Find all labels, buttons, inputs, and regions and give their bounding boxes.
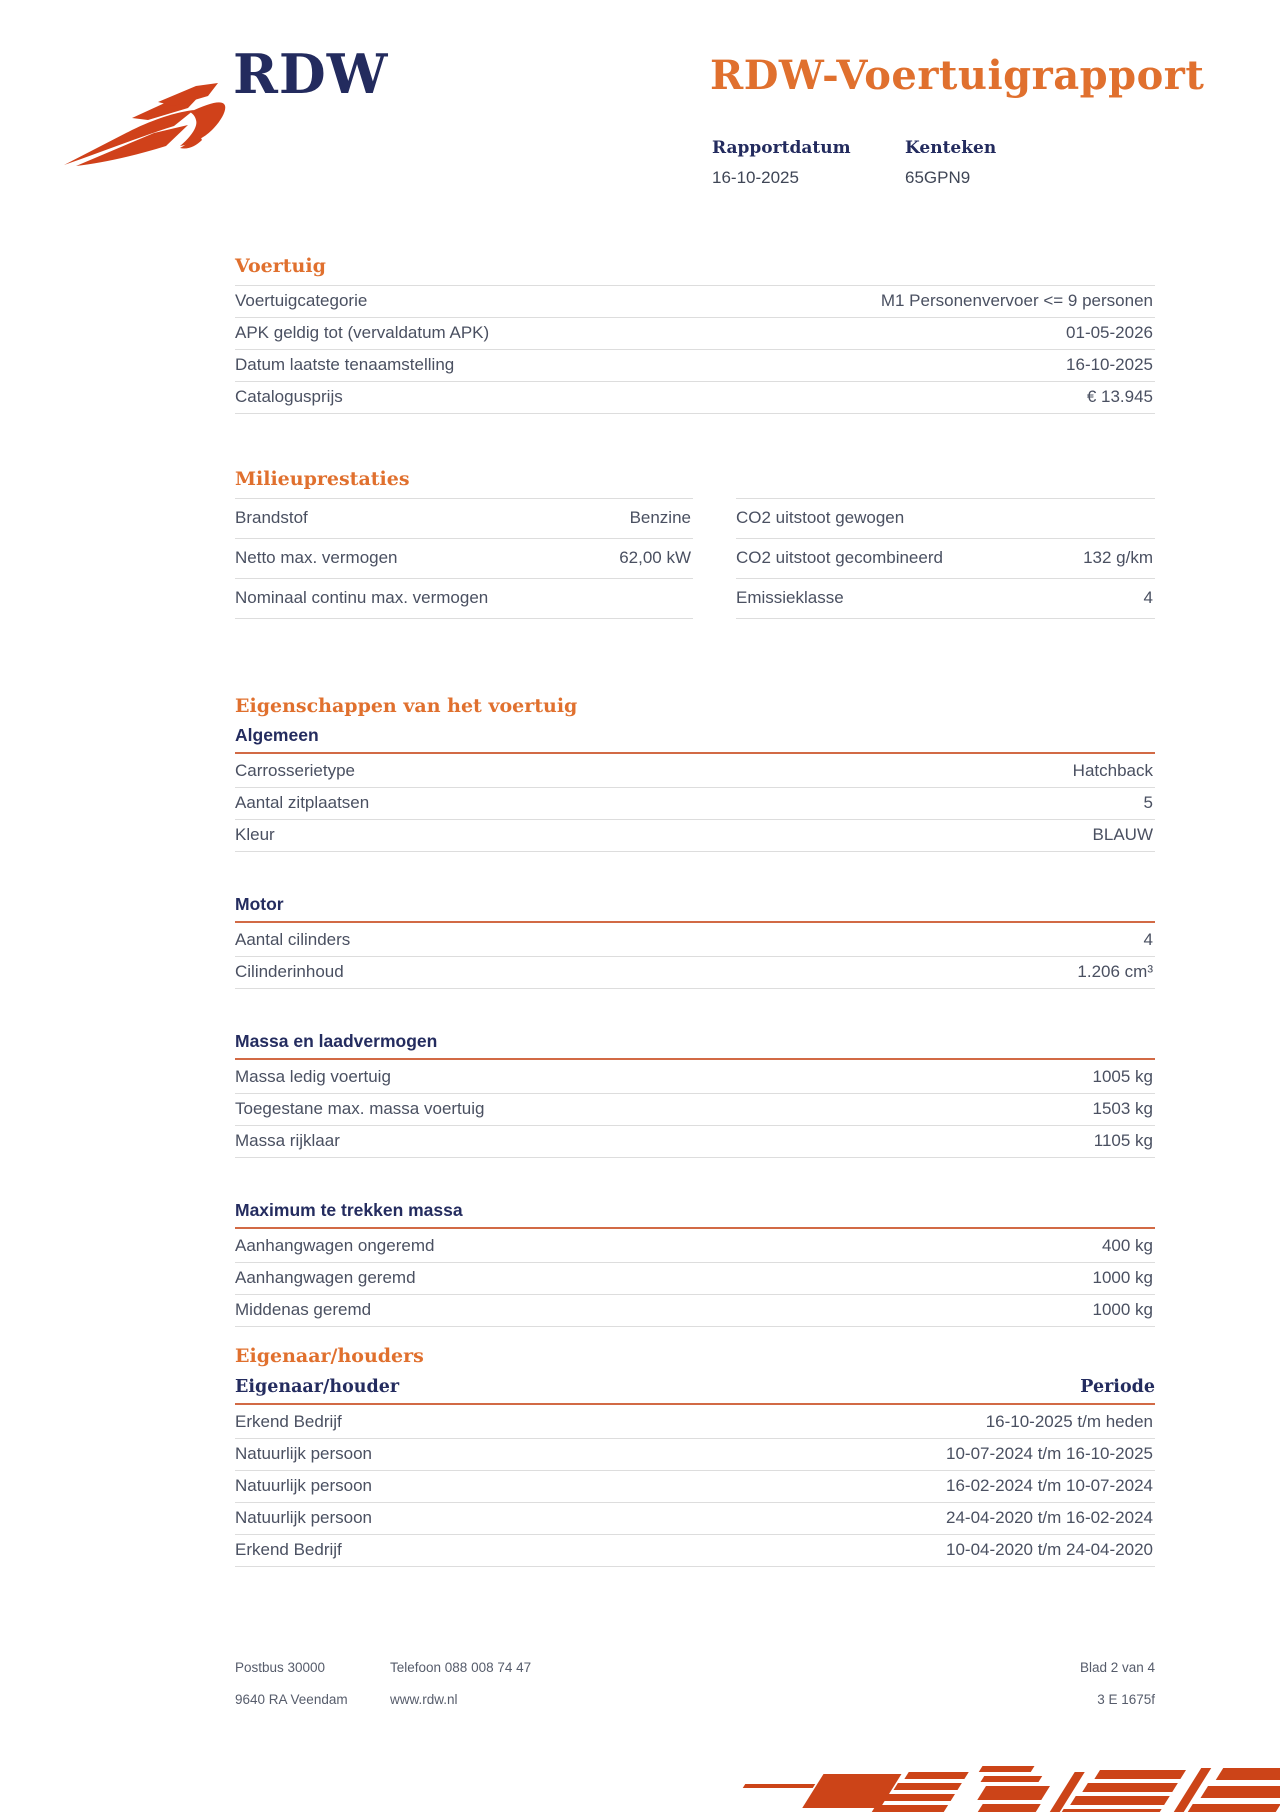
column-header-period: Periode xyxy=(1080,1377,1155,1397)
owner-period: 10-07-2024 t/m 16-10-2025 xyxy=(946,1444,1153,1463)
row-value: 01-05-2026 xyxy=(1066,323,1153,342)
section-milieuprestaties xyxy=(235,468,1155,619)
row-label: Brandstof xyxy=(235,508,308,527)
table-row xyxy=(235,350,1155,382)
report-date-label: Rapportdatum xyxy=(712,138,851,158)
row-value: 1105 kg xyxy=(1093,1131,1153,1150)
table-row xyxy=(235,1503,1155,1535)
orange-divider xyxy=(235,1227,1155,1229)
orange-divider xyxy=(235,1403,1155,1405)
owner-type: Natuurlijk persoon xyxy=(235,1444,373,1463)
row-value: 1.206 cm³ xyxy=(1077,962,1153,981)
table-row xyxy=(235,1295,1155,1327)
row-label: Emissieklasse xyxy=(736,588,844,607)
row-label: Catalogusprijs xyxy=(235,387,343,406)
row-label: APK geldig tot (vervaldatum APK) xyxy=(235,323,490,342)
row-value: 1005 kg xyxy=(1092,1067,1153,1086)
owner-period: 16-02-2024 t/m 10-07-2024 xyxy=(946,1476,1153,1495)
owner-type: Erkend Bedrijf xyxy=(235,1540,342,1559)
row-value: 16-10-2025 xyxy=(1066,355,1153,374)
milieu-table xyxy=(235,498,1155,619)
table-row xyxy=(235,1407,1155,1439)
table-row xyxy=(235,318,1155,350)
row-label: Cilinderinhoud xyxy=(235,962,344,981)
table-row xyxy=(235,579,693,619)
row-label: Voertuigcategorie xyxy=(235,291,368,310)
row-value: M1 Personenvervoer <= 9 personen xyxy=(880,291,1153,310)
table-row xyxy=(235,1471,1155,1503)
row-label: CO2 uitstoot gecombineerd xyxy=(736,548,943,567)
table-row xyxy=(235,1439,1155,1471)
subsection-algemeen xyxy=(235,725,1155,852)
row-value: 4 xyxy=(1143,930,1153,949)
table-row xyxy=(736,579,1155,619)
table-row xyxy=(736,539,1155,579)
row-label: Aanhangwagen ongeremd xyxy=(235,1236,435,1255)
table-row xyxy=(235,788,1155,820)
table-row xyxy=(736,498,1155,539)
subsection-trekken-massa xyxy=(235,1200,1155,1327)
owner-type: Erkend Bedrijf xyxy=(235,1412,342,1431)
owner-period: 16-10-2025 t/m heden xyxy=(985,1412,1153,1431)
row-label: Toegestane max. massa voertuig xyxy=(235,1099,485,1118)
footer-website[interactable]: www.rdw.nl xyxy=(390,1692,458,1707)
row-value: € 13.945 xyxy=(1086,387,1153,406)
orange-divider xyxy=(235,1058,1155,1060)
table-row xyxy=(235,382,1155,414)
footer-address-line1: Postbus 30000 xyxy=(235,1660,326,1675)
footer-doc-code: 3 E 1675f xyxy=(1097,1692,1155,1707)
section-eigenschappen xyxy=(235,695,1155,1327)
table-row xyxy=(235,756,1155,788)
table-row xyxy=(235,498,693,539)
row-label: Carrosserietype xyxy=(235,761,355,780)
row-value: 132 g/km xyxy=(1083,548,1153,567)
table-row xyxy=(235,820,1155,852)
footer-page-number: Blad 2 van 4 xyxy=(1079,1660,1155,1675)
page-title: RDW-Voertuigrapport xyxy=(710,52,1205,99)
table-row xyxy=(235,925,1155,957)
subsection-motor xyxy=(235,894,1155,989)
report-date-value: 16-10-2025 xyxy=(712,168,799,187)
row-value: 1000 kg xyxy=(1092,1268,1153,1287)
license-plate-label: Kenteken xyxy=(905,138,997,158)
row-label: Aantal cilinders xyxy=(235,930,351,949)
rdw-logo-swoosh-icon xyxy=(62,78,234,170)
subsection-title: Motor xyxy=(235,894,284,914)
subsection-title: Maximum te trekken massa xyxy=(235,1200,463,1220)
section-title: Eigenaar/houders xyxy=(235,1345,424,1367)
row-value: 62,00 kW xyxy=(619,548,691,567)
section-voertuig xyxy=(235,255,1155,414)
owner-type: Natuurlijk persoon xyxy=(235,1508,373,1527)
row-value: 4 xyxy=(1143,588,1153,607)
section-title: Milieuprestaties xyxy=(235,468,410,490)
row-label: Massa rijklaar xyxy=(235,1131,340,1150)
row-value: 1503 kg xyxy=(1092,1099,1153,1118)
owner-type: Natuurlijk persoon xyxy=(235,1476,373,1495)
table-row xyxy=(235,285,1155,318)
subsection-title: Algemeen xyxy=(235,725,319,745)
row-label: Middenas geremd xyxy=(235,1300,372,1319)
footer-phone: Telefoon 088 008 74 47 xyxy=(390,1660,532,1675)
row-label: Kleur xyxy=(235,825,275,844)
row-value: BLAUW xyxy=(1092,825,1153,844)
subsection-massa xyxy=(235,1031,1155,1158)
row-value: Hatchback xyxy=(1072,761,1153,780)
row-value: Benzine xyxy=(629,508,691,527)
row-label: Aantal zitplaatsen xyxy=(235,793,370,812)
section-eigenaar-houders xyxy=(235,1345,1155,1567)
table-row xyxy=(235,1231,1155,1263)
owner-period: 10-04-2020 t/m 24-04-2020 xyxy=(946,1540,1153,1559)
row-value: 5 xyxy=(1143,793,1153,812)
footer-address-line2: 9640 RA Veendam xyxy=(235,1692,348,1707)
table-row xyxy=(235,539,693,579)
owner-period: 24-04-2020 t/m 16-02-2024 xyxy=(946,1508,1153,1527)
rdw-logo-text: RDW xyxy=(233,42,389,106)
table-row xyxy=(235,1094,1155,1126)
row-label: Massa ledig voertuig xyxy=(235,1067,391,1086)
row-label: Nominaal continu max. vermogen xyxy=(235,588,489,607)
table-row xyxy=(235,1535,1155,1567)
orange-divider xyxy=(235,921,1155,923)
orange-divider xyxy=(235,752,1155,754)
table-row xyxy=(235,1126,1155,1158)
owners-table-header xyxy=(235,1375,1155,1403)
row-label: Netto max. vermogen xyxy=(235,548,398,567)
table-row xyxy=(235,957,1155,989)
section-title: Voertuig xyxy=(235,255,326,277)
column-header-owner: Eigenaar/houder xyxy=(235,1377,400,1397)
table-row xyxy=(235,1062,1155,1094)
row-label: CO2 uitstoot gewogen xyxy=(736,508,905,527)
license-plate-value: 65GPN9 xyxy=(905,168,971,187)
subsection-title: Massa en laadvermogen xyxy=(235,1031,438,1051)
section-title: Eigenschappen van het voertuig xyxy=(235,695,578,717)
table-row xyxy=(235,1263,1155,1295)
row-label: Datum laatste tenaamstelling xyxy=(235,355,455,374)
row-value: 400 kg xyxy=(1101,1236,1153,1255)
row-value: 1000 kg xyxy=(1092,1300,1153,1319)
row-label: Aanhangwagen geremd xyxy=(235,1268,416,1287)
speed-stripes-graphic xyxy=(713,1762,1280,1812)
